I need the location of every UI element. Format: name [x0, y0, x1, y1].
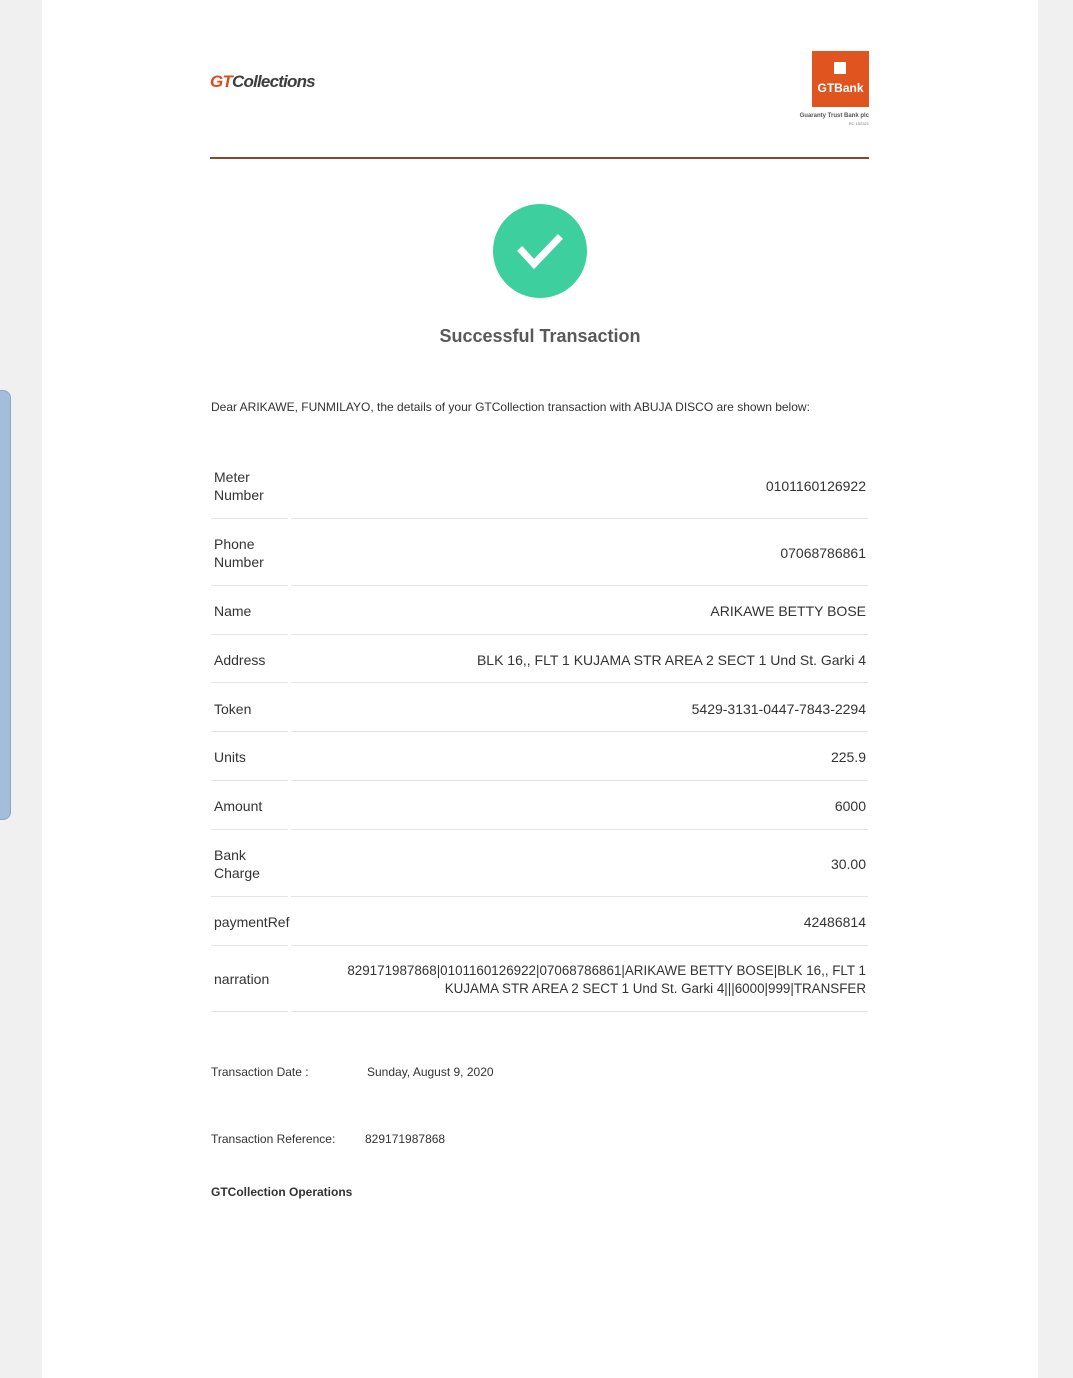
detail-value: 30.00	[830, 856, 866, 872]
detail-value: 225.9	[830, 749, 866, 765]
row-divider	[291, 829, 868, 830]
check-circle-icon	[493, 204, 587, 298]
detail-label: Meter Number	[214, 469, 264, 503]
footer-signature: GTCollection Operations	[211, 1185, 353, 1199]
detail-value: ARIKAWE BETTY BOSE	[710, 603, 866, 619]
transaction-date-value: Sunday, August 9, 2020	[367, 1065, 494, 1079]
row-divider	[211, 731, 288, 732]
row-divider	[211, 896, 288, 897]
detail-label: Token	[214, 701, 252, 717]
detail-value: 829171987868|0101160126922|07068786861|ARIKAWE BETTY BOSE|BLK 16,, FLT 1 KUJAMA STR AREA 2 SECT 1 Und St. Garki 4|||6000|999|TRANSFER	[347, 963, 866, 996]
row-divider	[291, 1011, 868, 1012]
detail-label: Amount	[214, 798, 263, 814]
detail-value: 5429-3131-0447-7843-2294	[691, 701, 866, 717]
transaction-reference-value: 829171987868	[365, 1132, 446, 1146]
row-divider	[211, 945, 288, 946]
logo-prefix: GT	[210, 72, 233, 91]
detail-value: 0101160126922	[765, 478, 866, 494]
detail-label: Units	[214, 749, 246, 765]
gtcollections-logo	[210, 72, 315, 92]
row-divider	[211, 585, 288, 586]
header-divider	[210, 157, 869, 159]
row-divider	[211, 518, 288, 519]
side-scroll-tab[interactable]	[0, 390, 11, 820]
detail-label: Bank Charge	[214, 847, 260, 881]
row-divider	[291, 634, 868, 635]
gtbank-square-icon	[834, 62, 846, 74]
row-divider	[291, 896, 868, 897]
gtbank-logo	[812, 51, 869, 107]
row-divider	[211, 829, 288, 830]
detail-value: BLK 16,, FLT 1 KUJAMA STR AREA 2 SECT 1 Und St. Garki 4	[476, 652, 866, 668]
row-divider	[211, 634, 288, 635]
transaction-date-label: Transaction Date :	[211, 1065, 309, 1079]
bank-rc: RC 152321	[848, 121, 869, 126]
detail-label: Address	[214, 652, 266, 668]
bank-name: GTBank	[817, 81, 864, 95]
detail-value: 07068786861	[780, 545, 866, 561]
row-divider	[291, 945, 868, 946]
detail-label: paymentRef	[214, 914, 290, 930]
row-divider	[211, 682, 288, 683]
status-title: Successful Transaction	[439, 326, 641, 346]
row-divider	[291, 682, 868, 683]
row-divider	[291, 780, 868, 781]
row-divider	[211, 780, 288, 781]
bank-tagline: Guaranty Trust Bank plc	[799, 113, 869, 119]
detail-value: 42486814	[803, 914, 866, 930]
transaction-reference-label: Transaction Reference:	[211, 1132, 336, 1146]
logo-suffix: Collections	[232, 72, 315, 91]
detail-label: Phone Number	[214, 536, 264, 570]
row-divider	[211, 1011, 288, 1012]
row-divider	[291, 518, 868, 519]
detail-label: Name	[214, 603, 252, 619]
row-divider	[291, 585, 868, 586]
detail-value: 6000	[834, 798, 866, 814]
row-divider	[291, 731, 868, 732]
intro-text: Dear ARIKAWE, FUNMILAYO, the details of your GTCollection transaction with ABUJA DISCO are shown below:	[211, 400, 810, 414]
detail-label: narration	[214, 971, 270, 987]
